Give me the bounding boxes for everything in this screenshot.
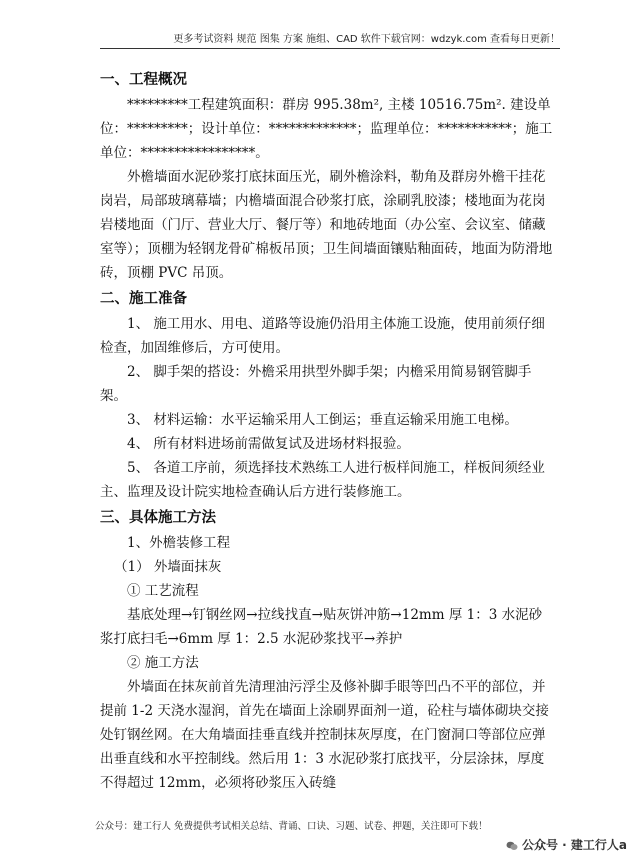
overview-paragraph-2: 外檐墙面水泥砂浆打底抹面压光，刷外檐涂料，勒角及群房外檐干挂花岗岩，局部玻璃幕墙；内檐墙面混合砂浆打底，涂刷乳胶漆；楼地面为花岗岩楼地面（门厅、营业大厅、餐厅等）和地砖地面（办公室、会议室、储藏室等）；顶棚为轻钢龙骨矿棉板吊顶；卫生间墙面镶贴釉面砖，地面为防滑地砖，顶棚 PVC 吊顶。: [100, 169, 553, 281]
header-divider: [100, 48, 560, 49]
section-title-overview: 一、工程概况: [100, 71, 187, 88]
construction-method-title: ② 施工方法: [127, 655, 199, 671]
page-footer: 公众号：建工行人 免费提供考试相关总结、背诵、口诀、习题、试卷、押题，关注即可下载！: [95, 821, 488, 832]
preparation-item-2: 2、 脚手架的搭设：外檐采用拱型外脚手架；内檐采用简易钢管脚手架。: [100, 364, 532, 404]
preparation-item-3: 3、 材料运输：水平运输采用人工倒运；垂直运输采用施工电梯。: [127, 412, 518, 428]
preparation-item-5: 5、 各道工序前，须选择技术熟练工人进行板样间施工，样板间须经业主、监理及设计院实地检查确认后方进行装修施工。: [100, 460, 545, 500]
process-flow-text: 基底处理→钉钢丝网→拉线找直→贴灰饼冲筋→12mm 厚 1：3 水泥砂浆打底扫毛→6mm 厚 1：2.5 水泥砂浆找平→养护: [100, 607, 543, 647]
page-header: 更多考试资料 规范 图集 方案 施组、CAD 软件下载官网：wdzyk.com 查看每日更新！: [173, 34, 560, 45]
section-title-methods: 三、具体施工方法: [100, 509, 216, 526]
watermark-text: 公众号 · 建工行人a: [522, 838, 628, 852]
preparation-item-1: 1、 施工用水、用电、道路等设施仍沿用主体施工设施，使用前须仔细检查，加固维修后，方可使用。: [100, 316, 545, 356]
overview-paragraph-1: *********工程建筑面积：群房 995.38m², 主楼 10516.75m². 建设单位：*********；设计单位：*************；监理单位：***********；施工单位：*****************。: [100, 97, 553, 161]
construction-method-text: 外墙面在抹灰前首先清理油污浮尘及修补脚手眼等凹凸不平的部位，并提前 1-2 天浇水湿润，首先在墙面上涂刷界面剂一道，砼柱与墙体砌块交接处钉钢丝网。在大角墙面挂垂直线并控制抹灰厚度，在门窗洞口等部位应弹出垂直线和水平控制线。然后用 1：3 水泥砂浆打底找平，分层涂抹，厚度不得超过 12mm，必须将砂浆压入砖缝: [100, 679, 549, 791]
wechat-icon: [506, 841, 518, 851]
section-title-preparation: 二、施工准备: [100, 290, 187, 307]
methods-subheading-exterior: 1、外檐装修工程: [127, 535, 231, 551]
document-body: [100, 66, 555, 795]
watermark: [506, 836, 627, 853]
preparation-item-4: 4、 所有材料进场前需做复试及进场材料报验。: [127, 436, 410, 452]
process-flow-title: ① 工艺流程: [127, 583, 199, 599]
methods-subheading-plaster: （1） 外墙面抹灰: [114, 559, 222, 575]
